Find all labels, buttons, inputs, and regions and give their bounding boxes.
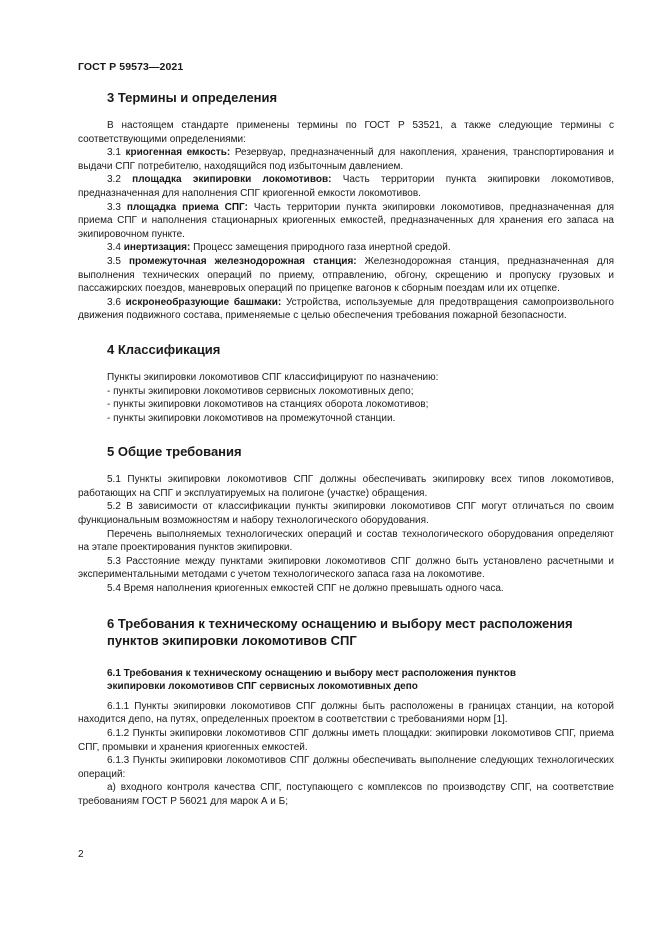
standard-header: ГОСТ Р 59573—2021 — [78, 61, 184, 73]
paragraph: Перечень выполняемых технологических операций и состав технологического оборудования определяют на этапе проектирования пунктов экипировки. — [78, 528, 614, 554]
section-heading: 3 Термины и определения — [107, 90, 278, 105]
term-name: инертизация: — [123, 242, 191, 254]
list-item: - пункты экипировки локомотивов на станциях оборота локомотивов; — [107, 399, 429, 411]
paragraph: 5.3 Расстояние между пунктами экипировки локомотивов СПГ должно быть установлено расчетными и экспериментальными методами с учетом технологического запаса газа на локомотиве. — [78, 555, 614, 581]
section-heading: 6 Требования к техническому оснащению и выбору мест расположения пунктов экипировки локомотивов СПГ — [107, 615, 573, 648]
paragraph: 6.1.2 Пункты экипировки локомотивов СПГ должны иметь площадки: экипировки локомотивов СПГ, приема СПГ, промывки и хранения криогенных емкостей. — [78, 728, 614, 753]
term-name: искронеобразующие башмаки: — [125, 296, 282, 308]
term-definition: 3.3 площадка приема СПГ: Часть территории пункта экипировки локомотивов, предназначенная для приема СПГ и наполнения стационарных криогенных емкостей, предназначенных для хранения его запаса на экипировочном пункте. — [78, 201, 614, 240]
term-name: криогенная емкость: — [125, 147, 231, 159]
section-general-requirements — [78, 444, 614, 595]
paragraph: а) входного контроля качества СПГ, поступающего с комплексов по производству СПГ, на соответствие требованиям ГОСТ Р 56021 для марок А и Б; — [78, 782, 614, 807]
section-heading: 4 Классификация — [107, 341, 221, 357]
paragraph: 6.1.1 Пункты экипировки локомотивов СПГ должны быть расположены в границах станции, на которой находится депо, на путях, определенных проектом в соответствии с требованиями норм [1]. — [78, 700, 614, 726]
subsection-heading: 6.1 Требования к техническому оснащению и выбору мест расположения пунктов экипировки локомотивов СПГ сервисных локомотивных депо — [107, 667, 516, 693]
paragraph: 5.2 В зависимости от классификации пункты экипировки локомотивов СПГ могут отличаться по своим функциональным возможностям и набору технологического оборудования. — [78, 501, 614, 527]
page-content — [78, 90, 614, 825]
term-name: площадка приема СПГ: — [126, 201, 248, 213]
paragraph: 5.1 Пункты экипировки локомотивов СПГ должны обеспечивать экипировку всех типов локомотивов, работающих на СПГ и эксплуатируемых на полигоне (участке) обращения. — [78, 474, 614, 499]
paragraph: В настоящем стандарте применены термины по ГОСТ Р 53521, а также следующие термины с соответствующими определениями: — [78, 120, 614, 145]
term-definition: 3.6 искронеобразующие башмаки: Устройства, используемые для предотвращения самопроизвольного движения подвижного состава, применяемые с целью обеспечения требования пожарной безопасности. — [78, 296, 614, 322]
term-definition: 3.2 площадка экипировки локомотивов: Часть территории пункта экипировки локомотивов, предназначенная для наполнения СПГ криогенной емкости локомотивов. — [78, 174, 614, 199]
term-name: площадка экипировки локомотивов: — [132, 174, 332, 186]
paragraph: 5.4 Время наполнения криогенных емкостей СПГ не должно превышать одного часа. — [107, 583, 504, 595]
paragraph: Пункты экипировки локомотивов СПГ классифицируют по назначению: — [107, 371, 439, 383]
section-classification — [78, 342, 614, 425]
page-number: 2 — [78, 849, 84, 860]
term-definition: 3.1 криогенная емкость: Резервуар, предназначенный для накопления, хранения, транспортирования и выдачи СПГ потребителю, находящийся под избыточным давлением. — [78, 147, 614, 172]
term-name: промежуточная железнодорожная станция: — [128, 255, 357, 267]
classification-list — [78, 385, 614, 426]
section-terms — [78, 90, 614, 323]
list-item: - пункты экипировки локомотивов на промежуточной станции. — [107, 412, 396, 424]
section-heading: 5 Общие требования — [107, 444, 242, 460]
term-definition: 3.5 промежуточная железнодорожная станция: Железнодорожная станция, предназначенная для выполнения технических операций по приему, отправлению, обгону, скрещению и пропуску грузовых и пассажирских поездов, маневровых операций по прицепке вагонов к сборным поездам или их отцепке. — [78, 255, 614, 295]
paragraph: 6.1.3 Пункты экипировки локомотивов СПГ должны обеспечивать выполнение следующих технологических операций: — [78, 755, 614, 780]
section-technical-equipment — [78, 615, 614, 809]
list-item: - пункты экипировки локомотивов сервисных локомотивных депо; — [107, 385, 414, 397]
term-definition: 3.4 инертизация: Процесс замещения природного газа инертной средой. — [107, 242, 451, 254]
